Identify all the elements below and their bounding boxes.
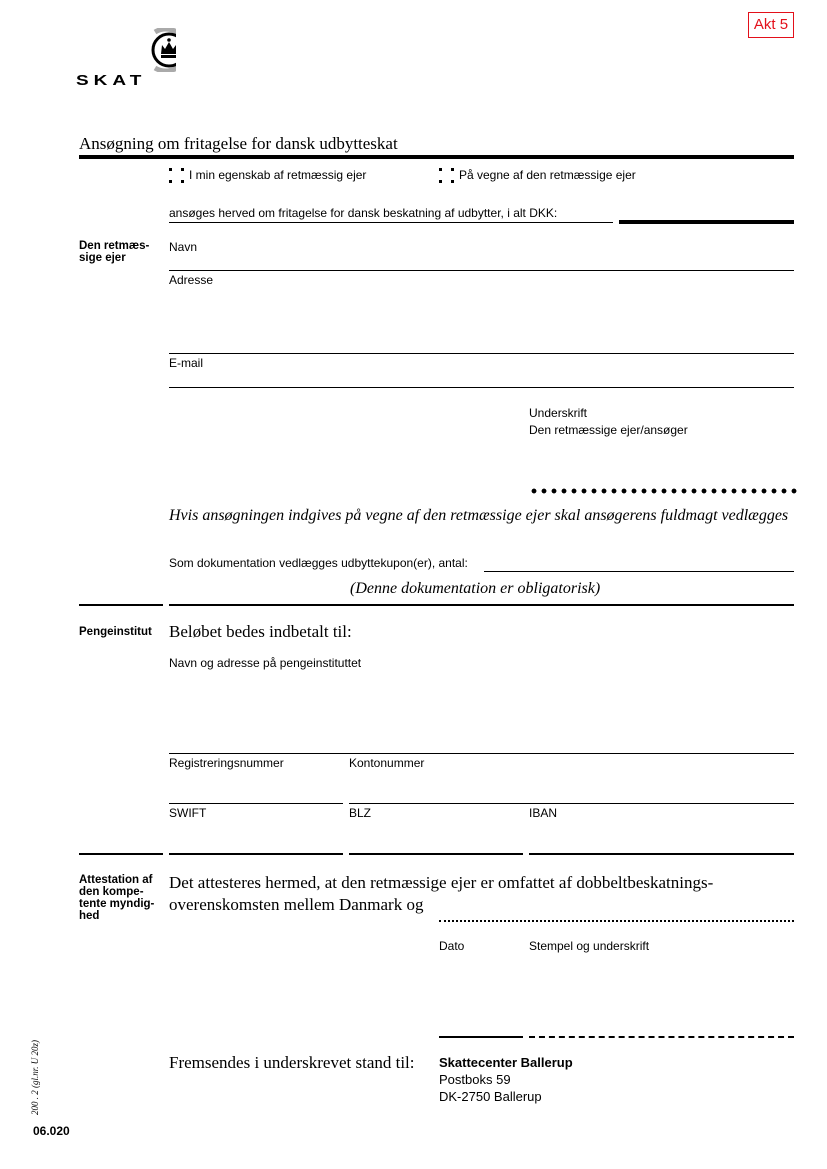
email-field[interactable]	[169, 387, 794, 388]
section-divider-2-left	[79, 853, 163, 855]
bank-name-label: Navn og adresse på pengeinstituttet	[169, 656, 362, 670]
coupon-label: Som dokumentation vedlægges udbyttekupon(er), antal:	[169, 556, 468, 570]
signature-sublabel: Den retmæssige ejer/ansøger	[529, 423, 688, 437]
behalf-checkbox[interactable]	[439, 168, 454, 183]
country-field[interactable]	[439, 920, 794, 922]
bank-heading: Beløbet bedes indbetalt til:	[169, 622, 352, 641]
tax-center-name: Skattecenter Ballerup	[439, 1055, 573, 1070]
iban-label: IBAN	[529, 806, 558, 820]
section-divider-right	[169, 604, 794, 606]
swift-field[interactable]	[169, 853, 343, 855]
address-label: Adresse	[169, 273, 214, 287]
send-label: Fremsendes i underskrevet stand til:	[169, 1053, 415, 1072]
coupon-count-field[interactable]	[484, 571, 794, 572]
logo-text: SKAT	[76, 72, 147, 89]
owner-side-label: Den retmæs- sige ejer	[79, 240, 150, 264]
swift-label: SWIFT	[169, 806, 207, 820]
bank-name-field[interactable]	[169, 753, 794, 754]
attestation-text-line1: Det attesteres hermed, at den retmæssige ejer er omfattet af dobbeltbeskatnings-	[169, 873, 714, 892]
po-box: Postboks 59	[439, 1072, 511, 1087]
name-label: Navn	[169, 240, 198, 254]
amount-field[interactable]	[619, 220, 794, 224]
account-number-field[interactable]	[349, 803, 794, 804]
blz-field[interactable]	[349, 853, 523, 855]
title-rule	[79, 155, 794, 159]
email-label: E-mail	[169, 356, 204, 370]
stamp-label: Stempel og underskrift	[529, 939, 650, 953]
stamp-signature-field[interactable]	[529, 1036, 794, 1038]
signature-label: Underskrift	[529, 406, 588, 420]
power-of-attorney-note: Hvis ansøgningen indgives på vegne af den retmæssige ejer skal ansøgerens fuldmagt vedlægges	[169, 507, 789, 524]
reg-number-label: Registreringsnummer	[169, 756, 284, 770]
reg-number-field[interactable]	[169, 803, 343, 804]
bank-side-label: Pengeinstitut	[79, 626, 152, 638]
address-field[interactable]	[169, 353, 794, 354]
iban-field[interactable]	[529, 853, 794, 855]
behalf-option-label: På vegne af den retmæssige ejer	[459, 168, 636, 182]
form-side-note: 200 . 2 (gl.nr. U 20z)	[30, 1039, 40, 1115]
date-field[interactable]	[439, 1036, 523, 1038]
account-number-label: Kontonummer	[349, 756, 425, 770]
form-number: 06.020	[33, 1124, 70, 1138]
signature-line[interactable]	[529, 488, 799, 494]
crown-icon	[76, 28, 176, 72]
act-label: Akt 5	[748, 12, 794, 38]
name-field[interactable]	[169, 270, 794, 271]
city-address: DK-2750 Ballerup	[439, 1089, 542, 1104]
owner-option-label: I min egenskab af retmæssig ejer	[189, 168, 367, 182]
owner-checkbox[interactable]	[169, 168, 184, 183]
attestation-text-line2: overenskomsten mellem Danmark og	[169, 895, 424, 914]
attestation-side-label: Attestation af den kompe- tente myndig- hed	[79, 874, 155, 922]
section-divider-left	[79, 604, 163, 606]
request-underline	[169, 222, 613, 223]
mandatory-note: (Denne dokumentation er obligatorisk)	[350, 580, 601, 597]
date-label: Dato	[439, 939, 465, 953]
form-title: Ansøgning om fritagelse for dansk udbytteskat	[79, 134, 398, 153]
skat-logo	[76, 28, 176, 92]
blz-label: BLZ	[349, 806, 372, 820]
request-text: ansøges herved om fritagelse for dansk beskatning af udbytter, i alt DKK:	[169, 206, 558, 220]
